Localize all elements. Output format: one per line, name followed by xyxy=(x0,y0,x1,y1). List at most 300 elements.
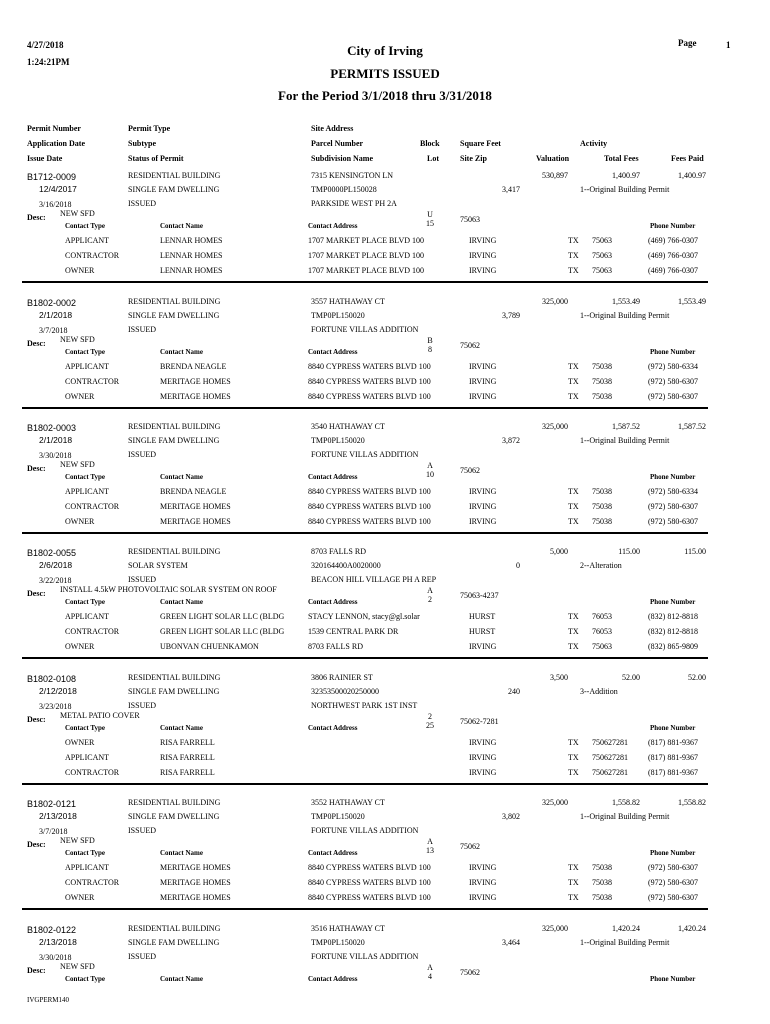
permit-number: B1802-0055 xyxy=(27,548,77,558)
contact-name: MERITAGE HOMES xyxy=(160,517,231,526)
contact-phone: (469) 766-0307 xyxy=(648,266,698,275)
permit-status: ISSUED xyxy=(128,199,157,208)
phone-number-header: Phone Number xyxy=(650,348,696,356)
contact-address-header: Contact Address xyxy=(308,598,358,606)
block: 2 xyxy=(428,712,432,721)
issue-date: 3/7/2018 xyxy=(39,326,68,335)
contact-name-header: Contact Name xyxy=(160,222,203,230)
permit-status: ISSUED xyxy=(128,826,157,835)
permit-status: ISSUED xyxy=(128,701,157,710)
activity: 2--Alteration xyxy=(580,561,622,570)
col-site-zip: Site Zip xyxy=(460,154,487,163)
permit-subtype: SOLAR SYSTEM xyxy=(128,561,188,570)
phone-number-header: Phone Number xyxy=(650,473,696,481)
permit-status: ISSUED xyxy=(128,325,157,334)
permit-subtype: SINGLE FAM DWELLING xyxy=(128,185,220,194)
col-activity: Activity xyxy=(580,139,608,148)
contact-state: TX xyxy=(568,362,579,371)
contact-city: IRVING xyxy=(469,502,497,511)
col-permit-type: Permit Type xyxy=(128,124,171,133)
contact-address: 8840 CYPRESS WATERS BLVD 100 xyxy=(308,502,431,511)
square-feet: 3,417 xyxy=(502,185,520,194)
contact-phone: (972) 580-6307 xyxy=(648,878,698,887)
contact-city: IRVING xyxy=(469,362,497,371)
lot: 13 xyxy=(426,846,434,855)
block: U xyxy=(427,210,433,219)
site-address: 8703 FALLS RD xyxy=(311,547,366,556)
contact-state: TX xyxy=(568,487,579,496)
contact-phone: (972) 580-6307 xyxy=(648,863,698,872)
issue-date: 3/7/2018 xyxy=(39,827,68,836)
site-address: 3806 RAINIER ST xyxy=(311,673,373,682)
total-fees: 1,400.97 xyxy=(612,171,640,180)
contact-name-header: Contact Name xyxy=(160,724,203,732)
contact-type-header: Contact Type xyxy=(65,598,105,606)
permit-number: B1802-0121 xyxy=(27,799,77,809)
report-time: 1:24:21PM xyxy=(27,57,70,67)
valuation: 325,000 xyxy=(542,924,568,933)
permit-number: B1802-0002 xyxy=(27,298,77,308)
desc-label: Desc: xyxy=(27,464,46,473)
description: NEW SFD xyxy=(60,209,95,218)
contact-phone: (817) 881-9367 xyxy=(648,738,698,747)
contact-state: TX xyxy=(568,392,579,401)
site-address: 3540 HATHAWAY CT xyxy=(311,422,385,431)
contact-city: IRVING xyxy=(469,768,497,777)
desc-label: Desc: xyxy=(27,213,46,222)
contact-state: TX xyxy=(568,612,579,621)
contact-type: APPLICANT xyxy=(65,612,110,621)
contact-zip: 75038 xyxy=(592,487,612,496)
contact-type: APPLICANT xyxy=(65,863,110,872)
site-zip: 75062 xyxy=(460,842,480,851)
permit-subtype: SINGLE FAM DWELLING xyxy=(128,687,220,696)
contact-state: TX xyxy=(568,251,579,260)
col-parcel-number: Parcel Number xyxy=(311,139,364,148)
block: B xyxy=(427,336,433,345)
desc-label: Desc: xyxy=(27,715,46,724)
permit-subtype: SINGLE FAM DWELLING xyxy=(128,311,220,320)
col-valuation: Valuation xyxy=(536,154,570,163)
permit-subtype: SINGLE FAM DWELLING xyxy=(128,436,220,445)
contact-name: LENNAR HOMES xyxy=(160,266,223,275)
application-date: 12/4/2017 xyxy=(39,184,77,194)
contact-name: MERITAGE HOMES xyxy=(160,893,231,902)
contact-state: TX xyxy=(568,236,579,245)
contact-phone: (972) 580-6334 xyxy=(648,487,698,496)
fees-paid: 1,420.24 xyxy=(678,924,706,933)
contact-state: TX xyxy=(568,502,579,511)
contact-city: IRVING xyxy=(469,392,497,401)
contact-city: IRVING xyxy=(469,863,497,872)
contact-address: 1539 CENTRAL PARK DR xyxy=(308,627,399,636)
contact-type: CONTRACTOR xyxy=(65,251,120,260)
contact-type: OWNER xyxy=(65,893,95,902)
contact-name-header: Contact Name xyxy=(160,473,203,481)
contact-phone: (972) 580-6307 xyxy=(648,392,698,401)
contact-state: TX xyxy=(568,377,579,386)
col-subtype: Subtype xyxy=(128,139,157,148)
application-date: 2/1/2018 xyxy=(39,435,73,445)
contact-address-header: Contact Address xyxy=(308,975,358,983)
contact-state: TX xyxy=(568,893,579,902)
contact-state: TX xyxy=(568,863,579,872)
contact-name: UBONVAN CHUENKAMON xyxy=(160,642,259,651)
contact-zip: 75063 xyxy=(592,251,612,260)
site-zip: 75063 xyxy=(460,215,480,224)
permit-status: ISSUED xyxy=(128,575,157,584)
contact-address: 1707 MARKET PLACE BLVD 100 xyxy=(308,251,425,260)
issue-date: 3/30/2018 xyxy=(39,451,72,460)
contact-phone: (817) 881-9367 xyxy=(648,753,698,762)
contact-address-header: Contact Address xyxy=(308,849,358,857)
contact-type: APPLICANT xyxy=(65,236,110,245)
report-date: 4/27/2018 xyxy=(27,40,64,50)
contact-address: 8703 FALLS RD xyxy=(308,642,363,651)
description: NEW SFD xyxy=(60,335,95,344)
description: NEW SFD xyxy=(60,962,95,971)
block: A xyxy=(427,461,433,470)
contact-city: IRVING xyxy=(469,878,497,887)
contact-state: TX xyxy=(568,768,579,777)
contact-zip: 750627281 xyxy=(592,768,628,777)
col-site-address: Site Address xyxy=(311,124,354,133)
permit-status: ISSUED xyxy=(128,952,157,961)
desc-label: Desc: xyxy=(27,339,46,348)
valuation: 325,000 xyxy=(542,297,568,306)
site-zip: 75063-4237 xyxy=(460,591,499,600)
fees-paid: 52.00 xyxy=(688,673,706,682)
activity: 3--Addition xyxy=(580,687,618,696)
contact-state: TX xyxy=(568,642,579,651)
parcel-number: TMP0000PL150028 xyxy=(311,185,377,194)
contact-city: IRVING xyxy=(469,893,497,902)
contact-type: APPLICANT xyxy=(65,362,110,371)
permit-type: RESIDENTIAL BUILDING xyxy=(128,673,221,682)
contact-phone: (972) 580-6334 xyxy=(648,362,698,371)
contact-type-header: Contact Type xyxy=(65,975,105,983)
site-zip: 75062 xyxy=(460,968,480,977)
contact-zip: 75038 xyxy=(592,517,612,526)
parcel-number: TMP0PL150020 xyxy=(311,436,365,445)
phone-number-header: Phone Number xyxy=(650,724,696,732)
square-feet: 3,464 xyxy=(502,938,520,947)
record-divider xyxy=(22,407,708,409)
contact-address: 8840 CYPRESS WATERS BLVD 100 xyxy=(308,517,431,526)
contact-address: 8840 CYPRESS WATERS BLVD 100 xyxy=(308,893,431,902)
contact-address: STACY LENNON, stacy@gl.solar xyxy=(308,612,420,621)
lot: 8 xyxy=(428,345,432,354)
description: NEW SFD xyxy=(60,460,95,469)
fees-paid: 1,587.52 xyxy=(678,422,706,431)
contact-name: RISA FARRELL xyxy=(160,738,215,747)
contact-phone: (972) 580-6307 xyxy=(648,517,698,526)
parcel-number: TMP0PL150020 xyxy=(311,938,365,947)
report-id: IVGPERM140 xyxy=(27,996,70,1004)
application-date: 2/12/2018 xyxy=(39,686,77,696)
contact-city: IRVING xyxy=(469,266,497,275)
col-total-fees: Total Fees xyxy=(604,154,639,163)
issue-date: 3/30/2018 xyxy=(39,953,72,962)
col-lot: Lot xyxy=(427,154,439,163)
contact-zip: 75063 xyxy=(592,642,612,651)
contact-city: IRVING xyxy=(469,251,497,260)
report-period: For the Period 3/1/2018 thru 3/31/2018 xyxy=(278,88,492,103)
issue-date: 3/16/2018 xyxy=(39,200,72,209)
col-square-feet: Square Feet xyxy=(460,139,501,148)
permit-type: RESIDENTIAL BUILDING xyxy=(128,547,221,556)
desc-label: Desc: xyxy=(27,840,46,849)
contact-zip: 75038 xyxy=(592,893,612,902)
description: NEW SFD xyxy=(60,836,95,845)
subdivision-name: FORTUNE VILLAS ADDITION xyxy=(311,952,419,961)
col-status: Status of Permit xyxy=(128,154,184,163)
total-fees: 1,558.82 xyxy=(612,798,640,807)
phone-number-header: Phone Number xyxy=(650,849,696,857)
permit-status: ISSUED xyxy=(128,450,157,459)
permit-number: B1802-0108 xyxy=(27,674,77,684)
contact-zip: 75038 xyxy=(592,878,612,887)
contact-type-header: Contact Type xyxy=(65,473,105,481)
contact-zip: 750627281 xyxy=(592,738,628,747)
contact-state: TX xyxy=(568,627,579,636)
contact-type: CONTRACTOR xyxy=(65,377,120,386)
contact-phone: (817) 881-9367 xyxy=(648,768,698,777)
contact-address: 8840 CYPRESS WATERS BLVD 100 xyxy=(308,863,431,872)
square-feet: 3,789 xyxy=(502,311,520,320)
contact-name: MERITAGE HOMES xyxy=(160,377,231,386)
record-divider xyxy=(22,783,708,785)
contact-phone: (832) 812-8818 xyxy=(648,627,698,636)
application-date: 2/1/2018 xyxy=(39,310,73,320)
issue-date: 3/23/2018 xyxy=(39,702,72,711)
permit-type: RESIDENTIAL BUILDING xyxy=(128,924,221,933)
activity: 1--Original Building Permit xyxy=(580,436,670,445)
valuation: 3,500 xyxy=(550,673,568,682)
contact-type: OWNER xyxy=(65,392,95,401)
contact-city: HURST xyxy=(469,612,496,621)
activity: 1--Original Building Permit xyxy=(580,311,670,320)
contact-zip: 750627281 xyxy=(592,753,628,762)
lot: 10 xyxy=(426,470,434,479)
site-address: 3552 HATHAWAY CT xyxy=(311,798,385,807)
contact-city: IRVING xyxy=(469,753,497,762)
record-divider xyxy=(22,657,708,659)
total-fees: 1,553.49 xyxy=(612,297,640,306)
permit-type: RESIDENTIAL BUILDING xyxy=(128,297,221,306)
contact-phone: (832) 865-9809 xyxy=(648,642,698,651)
contact-name: BRENDA NEAGLE xyxy=(160,487,227,496)
contact-name: LENNAR HOMES xyxy=(160,251,223,260)
contact-phone: (832) 812-8818 xyxy=(648,612,698,621)
contact-phone: (469) 766-0307 xyxy=(648,251,698,260)
fees-paid: 115.00 xyxy=(684,547,706,556)
contact-city: IRVING xyxy=(469,236,497,245)
parcel-number: 32353500020250000 xyxy=(311,687,379,696)
contact-address: 1707 MARKET PLACE BLVD 100 xyxy=(308,236,425,245)
contact-name-header: Contact Name xyxy=(160,849,203,857)
total-fees: 1,420.24 xyxy=(612,924,640,933)
contact-phone: (972) 580-6307 xyxy=(648,502,698,511)
description: METAL PATIO COVER xyxy=(60,711,140,720)
contact-zip: 75038 xyxy=(592,362,612,371)
contact-name: BRENDA NEAGLE xyxy=(160,362,227,371)
block: A xyxy=(427,586,433,595)
permit-number: B1802-0003 xyxy=(27,423,77,433)
total-fees: 115.00 xyxy=(618,547,640,556)
contact-address: 8840 CYPRESS WATERS BLVD 100 xyxy=(308,362,431,371)
contact-zip: 76053 xyxy=(592,627,612,636)
parcel-number: TMP0PL150020 xyxy=(311,812,365,821)
permit-type: RESIDENTIAL BUILDING xyxy=(128,422,221,431)
description: INSTALL 4.5kW PHOTOVOLTAIC SOLAR SYSTEM ON ROOF xyxy=(60,585,277,594)
contact-zip: 75038 xyxy=(592,392,612,401)
subdivision-name: FORTUNE VILLAS ADDITION xyxy=(311,450,419,459)
contact-phone: (972) 580-6307 xyxy=(648,377,698,386)
contact-city: IRVING xyxy=(469,642,497,651)
block: A xyxy=(427,963,433,972)
contact-address-header: Contact Address xyxy=(308,222,358,230)
desc-label: Desc: xyxy=(27,589,46,598)
contact-zip: 75038 xyxy=(592,502,612,511)
contact-type: OWNER xyxy=(65,517,95,526)
permit-number: B1712-0009 xyxy=(27,172,77,182)
lot: 25 xyxy=(426,721,434,730)
contact-state: TX xyxy=(568,738,579,747)
contact-zip: 75038 xyxy=(592,377,612,386)
contact-city: IRVING xyxy=(469,377,497,386)
permit-type: RESIDENTIAL BUILDING xyxy=(128,171,221,180)
contact-name-header: Contact Name xyxy=(160,975,203,983)
contact-name: MERITAGE HOMES xyxy=(160,863,231,872)
valuation: 5,000 xyxy=(550,547,568,556)
contact-type: CONTRACTOR xyxy=(65,768,120,777)
contact-address: 8840 CYPRESS WATERS BLVD 100 xyxy=(308,878,431,887)
contact-name: LENNAR HOMES xyxy=(160,236,223,245)
contact-phone: (972) 580-6307 xyxy=(648,893,698,902)
contact-type: OWNER xyxy=(65,738,95,747)
block: A xyxy=(427,837,433,846)
phone-number-header: Phone Number xyxy=(650,598,696,606)
contact-name: GREEN LIGHT SOLAR LLC (BLDG xyxy=(160,627,285,636)
col-block: Block xyxy=(420,139,440,148)
contact-type: APPLICANT xyxy=(65,487,110,496)
contact-name: MERITAGE HOMES xyxy=(160,392,231,401)
contact-type: CONTRACTOR xyxy=(65,878,120,887)
fees-paid: 1,400.97 xyxy=(678,171,706,180)
valuation: 325,000 xyxy=(542,422,568,431)
subdivision-name: NORTHWEST PARK 1ST INST xyxy=(311,701,418,710)
contact-name: RISA FARRELL xyxy=(160,753,215,762)
contact-type: CONTRACTOR xyxy=(65,502,120,511)
contact-zip: 75063 xyxy=(592,236,612,245)
contact-address-header: Contact Address xyxy=(308,348,358,356)
contact-city: IRVING xyxy=(469,517,497,526)
permit-number: B1802-0122 xyxy=(27,925,77,935)
contact-state: TX xyxy=(568,878,579,887)
square-feet: 0 xyxy=(516,561,520,570)
contact-type-header: Contact Type xyxy=(65,348,105,356)
page-number: 1 xyxy=(726,40,731,50)
contact-address-header: Contact Address xyxy=(308,473,358,481)
report-title: PERMITS ISSUED xyxy=(330,66,440,81)
site-zip: 75062 xyxy=(460,466,480,475)
record-divider xyxy=(22,281,708,283)
activity: 1--Original Building Permit xyxy=(580,938,670,947)
subdivision-name: FORTUNE VILLAS ADDITION xyxy=(311,325,419,334)
total-fees: 52.00 xyxy=(622,673,640,682)
contact-type: OWNER xyxy=(65,642,95,651)
contact-phone: (469) 766-0307 xyxy=(648,236,698,245)
contact-type-header: Contact Type xyxy=(65,724,105,732)
contact-address: 1707 MARKET PLACE BLVD 100 xyxy=(308,266,425,275)
lot: 2 xyxy=(428,595,432,604)
site-zip: 75062 xyxy=(460,341,480,350)
permit-subtype: SINGLE FAM DWELLING xyxy=(128,812,220,821)
contact-name: MERITAGE HOMES xyxy=(160,502,231,511)
contact-type-header: Contact Type xyxy=(65,849,105,857)
contact-zip: 76053 xyxy=(592,612,612,621)
valuation: 530,897 xyxy=(542,171,568,180)
contact-address: 8840 CYPRESS WATERS BLVD 100 xyxy=(308,392,431,401)
contact-state: TX xyxy=(568,753,579,762)
contact-city: HURST xyxy=(469,627,496,636)
contact-name-header: Contact Name xyxy=(160,598,203,606)
parcel-number: TMP0PL150020 xyxy=(311,311,365,320)
col-issue-date: Issue Date xyxy=(27,154,63,163)
contact-zip: 75063 xyxy=(592,266,612,275)
activity: 1--Original Building Permit xyxy=(580,812,670,821)
application-date: 2/13/2018 xyxy=(39,937,77,947)
application-date: 2/13/2018 xyxy=(39,811,77,821)
col-permit-number: Permit Number xyxy=(27,124,81,133)
activity: 1--Original Building Permit xyxy=(580,185,670,194)
phone-number-header: Phone Number xyxy=(650,222,696,230)
subdivision-name: FORTUNE VILLAS ADDITION xyxy=(311,826,419,835)
phone-number-header: Phone Number xyxy=(650,975,696,983)
record-divider xyxy=(22,908,708,910)
subdivision-name: PARKSIDE WEST PH 2A xyxy=(311,199,397,208)
application-date: 2/6/2018 xyxy=(39,560,73,570)
square-feet: 240 xyxy=(508,687,520,696)
contact-city: IRVING xyxy=(469,487,497,496)
col-subdivision: Subdivision Name xyxy=(311,154,374,163)
contact-name: GREEN LIGHT SOLAR LLC (BLDG xyxy=(160,612,285,621)
contact-type: APPLICANT xyxy=(65,753,110,762)
square-feet: 3,872 xyxy=(502,436,520,445)
lot: 4 xyxy=(428,972,432,981)
issue-date: 3/22/2018 xyxy=(39,576,72,585)
parcel-number: 320164400A0020000 xyxy=(311,561,381,570)
fees-paid: 1,558.82 xyxy=(678,798,706,807)
record-divider xyxy=(22,532,708,534)
contact-type: OWNER xyxy=(65,266,95,275)
col-application-date: Application Date xyxy=(27,139,85,148)
permit-subtype: SINGLE FAM DWELLING xyxy=(128,938,220,947)
contact-zip: 75038 xyxy=(592,863,612,872)
contact-name: RISA FARRELL xyxy=(160,768,215,777)
permit-type: RESIDENTIAL BUILDING xyxy=(128,798,221,807)
contact-city: IRVING xyxy=(469,738,497,747)
site-address: 3557 HATHAWAY CT xyxy=(311,297,385,306)
site-address: 3516 HATHAWAY CT xyxy=(311,924,385,933)
contact-type: CONTRACTOR xyxy=(65,627,120,636)
contact-state: TX xyxy=(568,266,579,275)
contact-name-header: Contact Name xyxy=(160,348,203,356)
lot: 15 xyxy=(426,219,434,228)
valuation: 325,000 xyxy=(542,798,568,807)
col-fees-paid: Fees Paid xyxy=(671,154,704,163)
